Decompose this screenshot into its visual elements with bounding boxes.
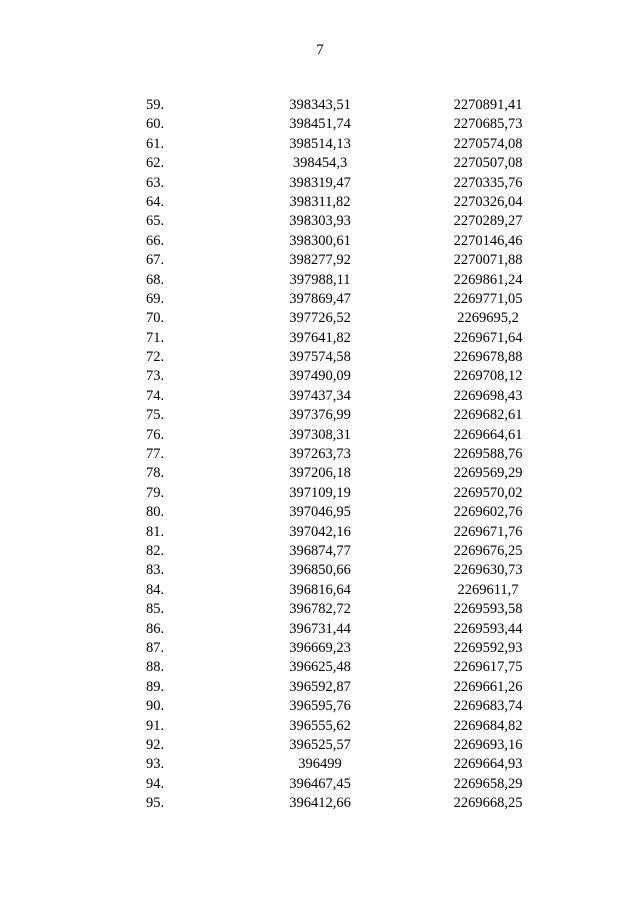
x-coordinate-cell: 398319,47 (289, 174, 351, 191)
table-row (0, 639, 640, 658)
x-coordinate-cell: 396555,62 (289, 717, 351, 734)
y-coordinate-cell: 2269695,2 (457, 310, 519, 327)
x-coordinate-cell: 398451,74 (289, 116, 351, 133)
y-coordinate-cell: 2269682,61 (453, 407, 523, 424)
point-number-cell: 76. (146, 426, 165, 443)
point-number-cell: 78. (146, 465, 165, 482)
table-row (0, 115, 640, 134)
table-row (0, 212, 640, 231)
point-number-cell: 92. (146, 736, 165, 753)
point-number-cell: 63. (146, 174, 165, 191)
y-coordinate-cell: 2269602,76 (453, 504, 523, 521)
x-coordinate-cell: 397726,52 (289, 310, 351, 327)
point-number-cell: 61. (146, 135, 165, 152)
table-row (0, 348, 640, 367)
point-number-cell: 73. (146, 368, 165, 385)
table-row (0, 755, 640, 774)
point-number-cell: 74. (146, 387, 165, 404)
point-number-cell: 71. (146, 329, 165, 346)
x-coordinate-cell: 396595,76 (289, 698, 351, 715)
y-coordinate-cell: 2269861,24 (453, 271, 523, 288)
table-row (0, 484, 640, 503)
table-row (0, 387, 640, 406)
point-number-cell: 93. (146, 756, 165, 773)
table-row (0, 329, 640, 348)
point-number-cell: 88. (146, 659, 165, 676)
table-row (0, 658, 640, 677)
x-coordinate-cell: 398311,82 (289, 193, 351, 210)
x-coordinate-cell: 396592,87 (289, 678, 351, 695)
y-coordinate-cell: 2269771,05 (453, 290, 523, 307)
table-row (0, 271, 640, 290)
table-row (0, 232, 640, 251)
table-row (0, 620, 640, 639)
table-row (0, 717, 640, 736)
y-coordinate-cell: 2269671,76 (453, 523, 523, 540)
point-number-cell: 66. (146, 232, 165, 249)
x-coordinate-cell: 397042,16 (289, 523, 351, 540)
table-row (0, 775, 640, 794)
y-coordinate-cell: 2270335,76 (453, 174, 523, 191)
point-number-cell: 60. (146, 116, 165, 133)
y-coordinate-cell: 2270326,04 (453, 193, 523, 210)
y-coordinate-cell: 2270891,41 (453, 97, 523, 113)
y-coordinate-cell: 2269658,29 (453, 775, 523, 792)
table-row (0, 251, 640, 270)
point-number-cell: 62. (146, 155, 165, 172)
x-coordinate-cell: 396412,66 (289, 795, 351, 812)
point-number-cell: 75. (146, 407, 165, 424)
point-number-cell: 86. (146, 620, 165, 637)
x-coordinate-cell: 397206,18 (289, 465, 351, 482)
x-coordinate-cell: 396525,57 (289, 736, 351, 753)
x-coordinate-cell: 397437,34 (289, 387, 351, 404)
point-number-cell: 67. (146, 252, 165, 269)
point-number-cell: 89. (146, 678, 165, 695)
point-number-cell: 90. (146, 698, 165, 715)
x-coordinate-cell: 396850,66 (289, 562, 351, 579)
x-coordinate-cell: 396782,72 (289, 601, 351, 618)
y-coordinate-cell: 2269570,02 (453, 484, 523, 501)
table-row (0, 367, 640, 386)
page-number: 7 (316, 42, 324, 58)
y-coordinate-cell: 2270507,08 (453, 155, 523, 172)
x-coordinate-cell: 397376,99 (289, 407, 351, 424)
y-coordinate-cell: 2269630,73 (453, 562, 523, 579)
y-coordinate-cell: 2269668,25 (453, 795, 523, 812)
table-row (0, 309, 640, 328)
x-coordinate-cell: 398343,51 (289, 97, 351, 113)
x-coordinate-cell: 396499 (298, 756, 342, 773)
y-coordinate-cell: 2269569,29 (453, 465, 523, 482)
y-coordinate-cell: 2269678,88 (453, 349, 523, 366)
point-number-cell: 69. (146, 290, 165, 307)
x-coordinate-cell: 397988,11 (289, 271, 351, 288)
x-coordinate-cell: 398514,13 (289, 135, 351, 152)
x-coordinate-cell: 397574,58 (289, 349, 351, 366)
y-coordinate-cell: 2270146,46 (453, 232, 523, 249)
table-row (0, 523, 640, 542)
point-number-cell: 84. (146, 581, 165, 598)
table-row (0, 542, 640, 561)
table-row (0, 290, 640, 309)
y-coordinate-cell: 2269693,16 (453, 736, 523, 753)
table-row (0, 581, 640, 600)
point-number-cell: 95. (146, 795, 165, 812)
table-row (0, 154, 640, 173)
y-coordinate-cell: 2269593,58 (453, 601, 523, 618)
y-coordinate-cell: 2269664,61 (453, 426, 523, 443)
y-coordinate-cell: 2269593,44 (453, 620, 523, 637)
table-row (0, 445, 640, 464)
table-row (0, 464, 640, 483)
table-row (0, 794, 640, 813)
y-coordinate-cell: 2269684,82 (453, 717, 523, 734)
table-row (0, 736, 640, 755)
x-coordinate-cell: 396467,45 (289, 775, 351, 792)
point-number-cell: 80. (146, 504, 165, 521)
y-coordinate-cell: 2269588,76 (453, 446, 523, 463)
y-coordinate-cell: 2269592,93 (453, 639, 523, 656)
y-coordinate-cell: 2269708,12 (453, 368, 523, 385)
x-coordinate-cell: 398277,92 (289, 252, 351, 269)
y-coordinate-cell: 2269661,26 (453, 678, 523, 695)
table-row (0, 96, 640, 115)
y-coordinate-cell: 2270685,73 (453, 116, 523, 133)
table-row (0, 426, 640, 445)
y-coordinate-cell: 2269617,75 (453, 659, 523, 676)
table-row (0, 600, 640, 619)
y-coordinate-cell: 2269683,74 (453, 698, 523, 715)
y-coordinate-cell: 2269698,43 (453, 387, 523, 404)
point-number-cell: 82. (146, 542, 165, 559)
table-row (0, 135, 640, 154)
y-coordinate-cell: 2270574,08 (453, 135, 523, 152)
table-row (0, 697, 640, 716)
point-number-cell: 77. (146, 446, 165, 463)
x-coordinate-cell: 397263,73 (289, 446, 351, 463)
x-coordinate-cell: 396731,44 (289, 620, 351, 637)
point-number-cell: 68. (146, 271, 165, 288)
y-coordinate-cell: 2270071,88 (453, 252, 523, 269)
table-row (0, 561, 640, 580)
y-coordinate-cell: 2269676,25 (453, 542, 523, 559)
y-coordinate-cell: 2269611,7 (457, 581, 519, 598)
x-coordinate-cell: 398454,3 (292, 155, 348, 172)
x-coordinate-cell: 397869,47 (289, 290, 351, 307)
point-number-cell: 65. (146, 213, 165, 230)
x-coordinate-cell: 397308,31 (289, 426, 351, 443)
x-coordinate-cell: 397109,19 (289, 484, 351, 501)
table-row (0, 678, 640, 697)
point-number-cell: 72. (146, 349, 165, 366)
point-number-cell: 87. (146, 639, 165, 656)
point-number-cell: 70. (146, 310, 165, 327)
x-coordinate-cell: 396669,23 (289, 639, 351, 656)
point-number-cell: 59. (146, 97, 165, 113)
x-coordinate-cell: 396816,64 (289, 581, 351, 598)
point-number-cell: 91. (146, 717, 165, 734)
x-coordinate-cell: 398300,61 (289, 232, 351, 249)
table-row (0, 503, 640, 522)
coordinates-table (0, 96, 640, 813)
x-coordinate-cell: 396874,77 (289, 542, 351, 559)
point-number-cell: 79. (146, 484, 165, 501)
y-coordinate-cell: 2269671,64 (453, 329, 523, 346)
x-coordinate-cell: 396625,48 (289, 659, 351, 676)
point-number-cell: 85. (146, 601, 165, 618)
x-coordinate-cell: 397046,95 (289, 504, 351, 521)
point-number-cell: 94. (146, 775, 165, 792)
y-coordinate-cell: 2270289,27 (453, 213, 523, 230)
point-number-cell: 83. (146, 562, 165, 579)
x-coordinate-cell: 398303,93 (289, 213, 351, 230)
y-coordinate-cell: 2269664,93 (453, 756, 523, 773)
point-number-cell: 64. (146, 193, 165, 210)
table-row (0, 174, 640, 193)
x-coordinate-cell: 397641,82 (289, 329, 351, 346)
table-row (0, 193, 640, 212)
table-row (0, 406, 640, 425)
point-number-cell: 81. (146, 523, 165, 540)
x-coordinate-cell: 397490,09 (289, 368, 351, 385)
